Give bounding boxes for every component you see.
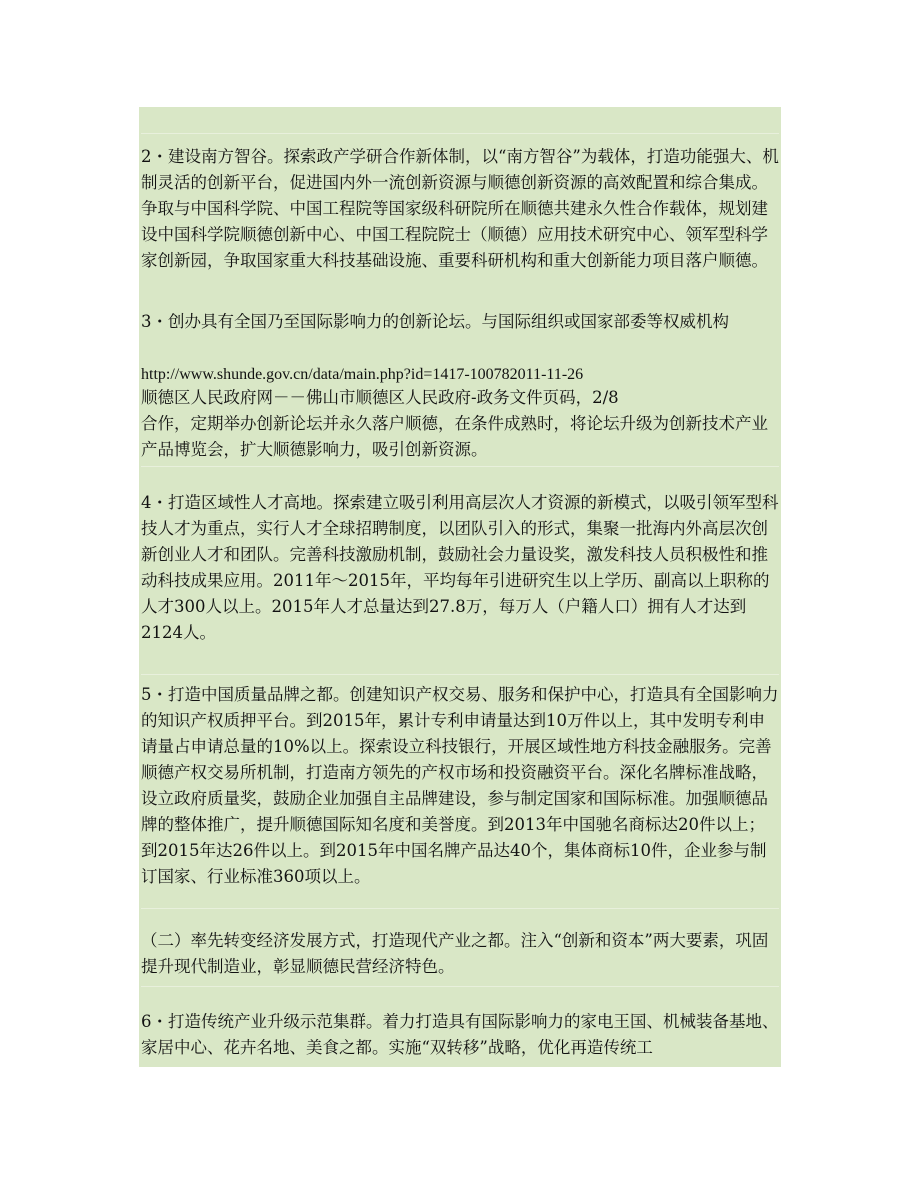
line-divider xyxy=(141,674,779,675)
paragraph-industry-cluster: 6・打造传统产业升级示范集群。着力打造具有国际影响力的家电王国、机械装备基地、家居中心、花卉名地、美食之都。实施“双转移”战略，优化再造传统工 xyxy=(141,1012,779,1057)
paragraph-quality-brand: 5・打造中国质量品牌之都。创建知识产权交易、服务和保护中心，打造具有全国影响力的知识产权质押平台。到2015年，累计专利申请量达到10万件以上，其中发明专利申请量占申请总量的10%以上。探索设立科技银行，开展区域性地方科技金融服务。完善顺德产权交易所机制，打造南方领先的产权市场和投资融资平台。深化名牌标准战略，设立政府质量奖，鼓励企业加强自主品牌建设，参与制定国家和国际标准。加强顺德品牌的整体推广，提升顺德国际知名度和美誉度。到2013年中国驰名商标达20件以上；到2015年达26件以上。到2015年中国名牌产品达40个，集体商标10件，企业参与制订国家、行业标准360项以上。 xyxy=(141,685,779,886)
paragraph-forum-continued: 合作，定期举办创新论坛并永久落户顺德，在条件成熟时，将论坛升级为创新技术产业产品博览会，扩大顺德影响力，吸引创新资源。 xyxy=(141,414,768,459)
paragraph-southern-smart-valley: 2・建设南方智谷。探索政产学研合作新体制，以“南方智谷”为载体，打造功能强大、机制灵活的创新平台，促进国内外一流创新资源与顺德创新资源的高效配置和综合集成。争取与中国科学院、中国工程院等国家级科研院所在顺德共建永久性合作载体，规划建设中国科学院顺德创新中心、中国工程院院士（顺德）应用技术研究中心、领军型科学家创新园，争取国家重大科技基础设施、重要科研机构和重大创新能力项目落户顺德。 xyxy=(141,147,779,270)
line-divider xyxy=(141,466,779,467)
paragraph-section-two-heading: （二）率先转变经济发展方式，打造现代产业之都。注入“创新和资本”两大要素，巩固提升现代制造业，彰显顺德民营经济特色。 xyxy=(141,931,769,976)
page-footer-source: 顺德区人民政府网－－佛山市顺德区人民政府-政务文件页码，2/8 xyxy=(141,388,619,407)
paragraph-talent-highland: 4・打造区域性人才高地。探索建立吸引利用高层次人才资源的新模式，以吸引领军型科技人才为重点，实行人才全球招聘制度，以团队引入的形式，集聚一批海内外高层次创新创业人才和团队。完善科技激励机制，鼓励社会力量设奖，激发科技人员积极性和推动科技成果应用。2011年～2015年，平均每年引进研究生以上学历、副高以上职称的人才300人以上。2015年人才总量达到27.8万，每万人（户籍人口）拥有人才达到2124人。 xyxy=(141,493,779,642)
source-url: http://www.shunde.gov.cn/data/main.php?id=1417-100782011-11-26 xyxy=(141,366,584,383)
paragraph-innovation-forum: 3・创办具有全国乃至国际影响力的创新论坛。与国际组织或国家部委等权威机构 xyxy=(141,312,729,331)
line-divider xyxy=(141,908,779,909)
line-divider xyxy=(141,986,779,987)
line-divider xyxy=(141,133,779,134)
